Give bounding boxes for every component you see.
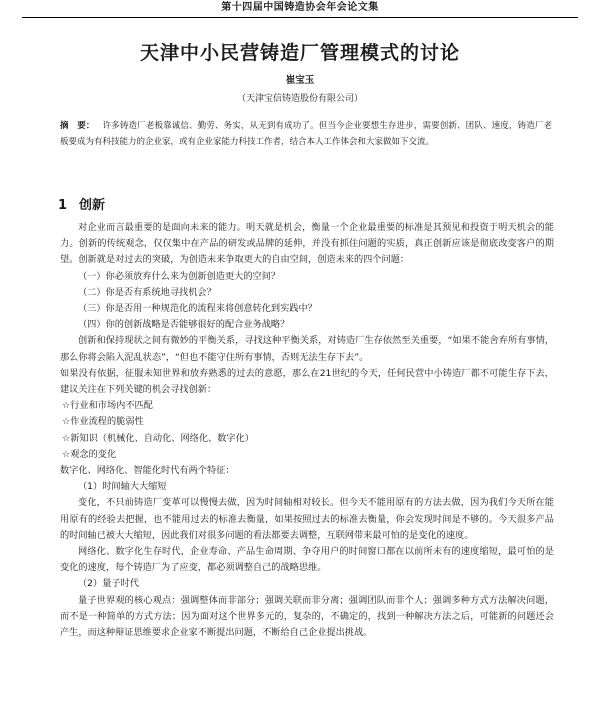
intro-paragraph: 对企业而言最重要的是面向未来的能力。明天就是机会，衡量一个企业最重要的标准是其预见和投资于明天机会的能力。创新的传统观念，仅仅集中在产品的研发或品牌的延伸，并没有抓住问题的实质，真正创新应该是彻底改变客户的期望。创新就是对过去的突破，为创造未来争取更大的自由空间，创造未来的四个问题： xyxy=(60,222,554,266)
paper-title: 天津中小民营铸造厂管理模式的讨论 xyxy=(139,42,460,64)
section-heading xyxy=(58,194,105,213)
running-header: 第十四届中国铸造协会年会论文集 xyxy=(221,2,379,13)
question-item: （四）你的创新战略是否能够很好的配合业务战略？ xyxy=(78,319,290,331)
future-paragraph: 如果没有依据，征服未知世界和放弃熟悉的过去的意愿，那么在21世纪的今天，任何民营中小铸造厂都不可能生存下去，建议关注在下列关键的机会寻找创新： xyxy=(60,367,554,396)
bullet-item: ☆作业流程的脆弱性 xyxy=(62,416,144,428)
abstract xyxy=(60,119,552,150)
digital-era-line: 数字化、网络化、智能化时代有两个特征： xyxy=(60,465,235,477)
feature2-title: （2）量子时代 xyxy=(78,578,139,590)
author-name: 崔宝玉 xyxy=(285,75,315,86)
balance-paragraph: 创新和保持现状之间有微妙的平衡关系，寻找这种平衡关系，对铸造厂生存依然至关重要，“如果不能舍弃所有事情，那么你将会陷入泥乱状态”，“但也不能守住所有事情，否则无法生存下去”。 xyxy=(60,335,554,363)
question-item: （一）你必须放弃什么来为创新创造更大的空间？ xyxy=(78,270,281,282)
abstract-label: 摘 要： xyxy=(60,121,95,131)
body-text xyxy=(60,220,554,641)
feature2-paragraph: 量子世界观的核心观点：强调整体而非部分；强调关联而非分离；强调团队而非个人；强调多种方式方法解决问题，而不是一种简单的方式方法；因为面对这个世界多元的，复杂的，不确定的，找到一种解决方法之后，可能新的问题还会产生，而这种辩证思维要求企业家不断提出问题，不断给自己企业提出挑战。 xyxy=(60,594,554,639)
bullet-item: ☆行业和市场内不匹配 xyxy=(62,400,153,412)
author-affiliation: （天津宝信铸造股份有限公司） xyxy=(236,94,363,104)
section-number: 1 xyxy=(58,198,68,213)
bullet-item: ☆新知识（机械化、自动化、网络化、数字化） xyxy=(62,432,254,444)
question-item: （三）你是否用一种规范化的流程来将创意转化到实践中？ xyxy=(78,303,317,315)
feature1-paragraph-2: 网络化、数字化生存时代，企业寿命、产品生命周期、争夺用户的时间窗口都在以前所未有的速度缩短，最可怕的是变化的速度，每个铸造厂为了应变，都必须调整自己的战略思维。 xyxy=(60,546,554,574)
abstract-text: 许多铸造厂老板靠诚信、勤劳、务实，从无到有成功了。但当今企业要想生存进步，需要创新、团队、速度，铸造厂老板要成为有科技能力的企业家，或有企业家能力科技工作者，结合本人工作体会和大家做如下交流。 xyxy=(60,121,552,147)
feature1-paragraph: 变化，不只前铸造厂变革可以慢慢去做，因为时间轴相对较长。但今天不能用原有的方法去做，因为我们今天所在能用原有的经验去把握，也不能用过去的标准去衡量，如果按照过去的标准去衡量，你会发现时间是不够的。今天很多产品的时间轴已被大大缩短，因此我们对很多问题的看法都要去调整，互联网带来最可怕的是变化的速度。 xyxy=(60,497,554,541)
feature1-title: （1）时间轴大大缩短 xyxy=(78,481,167,493)
bullet-item: ☆观念的变化 xyxy=(62,448,117,460)
section-title: 创新 xyxy=(79,198,106,213)
question-item: （二）你是否有系统地寻找机会？ xyxy=(78,286,216,298)
header-rule xyxy=(22,17,578,18)
